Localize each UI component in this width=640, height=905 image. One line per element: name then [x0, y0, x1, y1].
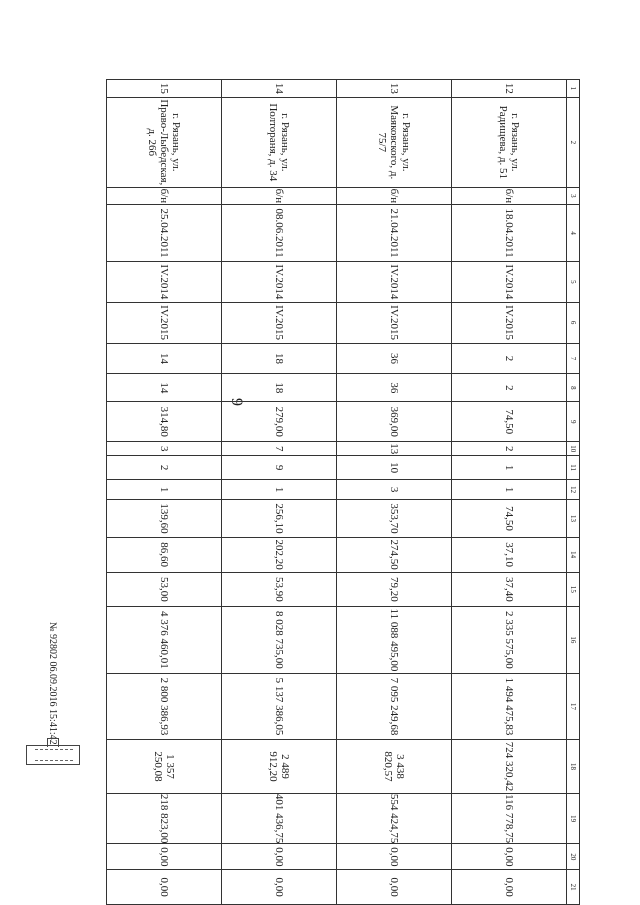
table-cell: IV.2014 — [222, 262, 337, 302]
table-cell: 0,00 — [107, 844, 222, 870]
table-cell: 724 320,42 — [452, 740, 567, 794]
table-cell: 0,00 — [222, 844, 337, 870]
table-cell: б/н — [107, 187, 222, 204]
table-cell: 11 088 495,00 — [337, 607, 452, 674]
table-cell: 0,00 — [337, 870, 452, 905]
table-cell: 4 376 460,01 — [107, 607, 222, 674]
table-cell: 3 — [107, 442, 222, 456]
column-number-cell: 21 — [567, 870, 580, 905]
table-cell: 2 — [452, 442, 567, 456]
column-number-cell: 3 — [567, 187, 580, 204]
table-cell: 116 778,75 — [452, 793, 567, 844]
column-number-cell: 13 — [567, 500, 580, 538]
address-cell: г. Рязань, ул. Полтораня, д. 34 — [222, 97, 337, 187]
table-cell: 53,00 — [107, 572, 222, 607]
table-cell: 79,20 — [337, 572, 452, 607]
table-cell: 218 823,00 — [107, 793, 222, 844]
column-number-cell: 9 — [567, 402, 580, 442]
table-cell: 74,50 — [452, 500, 567, 538]
table-cell: 7 095 249,68 — [337, 673, 452, 740]
table-cell: 14 — [107, 374, 222, 402]
table-cell: 13 — [337, 442, 452, 456]
table-row — [107, 80, 222, 905]
table-row — [337, 80, 452, 905]
column-number-cell: 6 — [567, 302, 580, 343]
table-cell: 0,00 — [107, 870, 222, 905]
table-cell: 2 — [452, 374, 567, 402]
column-number-cell: 16 — [567, 607, 580, 674]
table-cell: IV.2014 — [337, 262, 452, 302]
table-cell: 21.04.2011 — [337, 204, 452, 261]
registration-footer: № 92802 06.09.2016 15:41:42 — [47, 622, 58, 745]
column-number-cell: 18 — [567, 740, 580, 794]
table-cell: IV.2015 — [107, 302, 222, 343]
table-cell: IV.2015 — [452, 302, 567, 343]
table-cell: б/н — [222, 187, 337, 204]
column-number-cell: 5 — [567, 262, 580, 302]
table-cell: 7 — [222, 442, 337, 456]
table-cell: 14 — [107, 343, 222, 374]
table-cell: 14 — [222, 80, 337, 98]
table-cell: 5 137 386,05 — [222, 673, 337, 740]
table-cell: 53,90 — [222, 572, 337, 607]
registry-stamp — [26, 745, 80, 765]
table-cell: 2 800 386,93 — [107, 673, 222, 740]
column-number-cell: 8 — [567, 374, 580, 402]
column-number-cell: 14 — [567, 537, 580, 572]
housing-table — [106, 79, 580, 905]
table-cell: б/н — [452, 187, 567, 204]
table-cell: 1 357 250,08 — [107, 740, 222, 794]
page-number: 9 — [228, 398, 245, 406]
table-cell: 36 — [337, 374, 452, 402]
column-number-cell: 19 — [567, 793, 580, 844]
column-number-cell: 15 — [567, 572, 580, 607]
table-cell: 1 — [452, 479, 567, 499]
table-cell: 3 438 820,57 — [337, 740, 452, 794]
table-cell: 86,60 — [107, 537, 222, 572]
column-number-cell: 17 — [567, 673, 580, 740]
table-cell: б/н — [337, 187, 452, 204]
table-cell: 0,00 — [222, 870, 337, 905]
column-number-cell: 7 — [567, 343, 580, 374]
address-cell: г. Рязань, ул. Право-Лыбедская, д. 26б — [107, 97, 222, 187]
table-cell: 274,50 — [337, 537, 452, 572]
table-cell: 1 — [222, 479, 337, 499]
column-number-cell: 20 — [567, 844, 580, 870]
table-cell: IV.2015 — [337, 302, 452, 343]
address-cell: г. Рязань, ул. Радищева, д. 51 — [452, 97, 567, 187]
table-cell: 13 — [337, 80, 452, 98]
table-cell: 74,50 — [452, 402, 567, 442]
table-cell: 12 — [452, 80, 567, 98]
table-cell: 1 — [452, 456, 567, 480]
address-cell: г. Рязань, ул. Маяковского, д. 75/7 — [337, 97, 452, 187]
table-cell: 0,00 — [452, 844, 567, 870]
column-number-cell: 1 — [567, 80, 580, 98]
table-cell: 0,00 — [337, 844, 452, 870]
table-cell: 202,20 — [222, 537, 337, 572]
table-cell: 18 — [222, 374, 337, 402]
column-number-cell: 10 — [567, 442, 580, 456]
table-cell: IV.2014 — [452, 262, 567, 302]
table-cell: 353,70 — [337, 500, 452, 538]
column-number-row — [567, 80, 580, 905]
column-number-cell: 4 — [567, 204, 580, 261]
table-cell: 369,00 — [337, 402, 452, 442]
table-row — [222, 80, 337, 905]
table-row — [452, 80, 567, 905]
table-cell: 8 028 735,00 — [222, 607, 337, 674]
table-cell: 10 — [337, 456, 452, 480]
table-cell: 1 494 475,83 — [452, 673, 567, 740]
table-cell: 18.04.2011 — [452, 204, 567, 261]
table-cell: 25.04.2011 — [107, 204, 222, 261]
table-cell: 3 — [337, 479, 452, 499]
table-cell: 2 — [452, 343, 567, 374]
table-cell: 139,60 — [107, 500, 222, 538]
table-cell: 18 — [222, 343, 337, 374]
table-cell: 15 — [107, 80, 222, 98]
table-cell: 37,40 — [452, 572, 567, 607]
table-cell: 401 436,75 — [222, 793, 337, 844]
table-cell: 2 — [107, 456, 222, 480]
table-cell: 0,00 — [452, 870, 567, 905]
table-cell: 08.06.2011 — [222, 204, 337, 261]
table-cell: 314,80 — [107, 402, 222, 442]
table-cell: 37,10 — [452, 537, 567, 572]
table-cell: 279,00 — [222, 402, 337, 442]
table-cell: IV.2014 — [107, 262, 222, 302]
table-cell: 256,10 — [222, 500, 337, 538]
column-number-cell: 12 — [567, 479, 580, 499]
table-cell: 554 424,75 — [337, 793, 452, 844]
table-cell: 1 — [107, 479, 222, 499]
table-cell: 2 489 912,20 — [222, 740, 337, 794]
table-cell: IV.2015 — [222, 302, 337, 343]
column-number-cell: 11 — [567, 456, 580, 480]
column-number-cell: 2 — [567, 97, 580, 187]
table-cell: 9 — [222, 456, 337, 480]
table-cell: 36 — [337, 343, 452, 374]
table-cell: 2 335 575,00 — [452, 607, 567, 674]
